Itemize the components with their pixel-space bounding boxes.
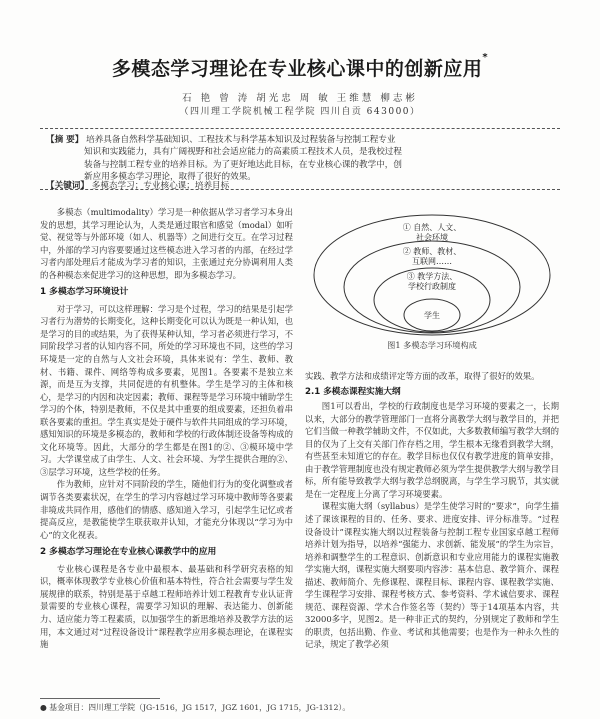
section-1-heading: 1 多模态学习环境设计 <box>40 287 129 298</box>
affiliation: （四川理工学院机械工程学院 四川自贡 643000） <box>179 107 421 117</box>
abstract-line-4: 新应用多模态学习理论，取得了很好的效果。 <box>84 172 256 183</box>
section-2-paragraph-1: 专业核心课程是各专业中最根本、最基础和科学研究表格的知识，概率体现教学专业核心价值和基本特性，符合社会需要与学生发展规律的联系，特别是基于卓越工程师培养计划工程教育专业认证背景需要的专业核心课程，需要学习知识的理解、表达能力、创新能力、适应能力等工程素质，以加强学生的新思维培养及教学方法的运用，本文通过对“过程设备设计”课程教学应用多模态理论，在课程实施 <box>40 563 293 650</box>
abstract-text-1: 培养具备自然科学基础知识、工程技术与科学基本知识及过程装备与控制工程专业 <box>86 135 396 145</box>
author-list: 石 艳 曾 涛 胡光忠 周 敏 王维慧 柳志彬 <box>182 93 418 104</box>
section-2-1-paragraph-1: 图1可以看出，学校的行政制度也是学习环境的要素之一，长期以来，大部分的教学管理部门一直将分离教学大纲与教学目的，并把它们当做一种教学辅助文件，不仅如此，大多数教师编写教学大纲的目的仅为了上交有关部门作存档之用，学生根本无缘看到教学大纲，有些甚至未知道它的存在。教学目标也仅仅有教学进度的简单安排，由于教学管理制度也没有规定教师必须为学生提供教学大纲与教学目标，所有能导致教学大纲与教学总纲脱离，与学生学习脱节，其实就是在一定程度上分离了学习环境要素。 <box>305 401 559 499</box>
abstract-line-2: 知识和实践能力，具有广阔视野和社会适应能力的高素质工程技术人员，是我校过程 <box>84 147 402 158</box>
keywords-text: 多模态学习；专业核心课；培养目标 <box>91 181 230 191</box>
section-1-paragraph-1: 对于学习，可以这样理解：学习是个过程，学习的结果是引起学习者行为潜势的长期变化，这种长期变化可以认为既是一种认知，也是学习的目的或结果，为了获得某种认知，学习者必须进行学习，不同阶段学习者的认知内容不同，所处的学习环境也不同，这些的学习环境是一定的自然与人文社会环境，具体来说有：学生、教师、教材、书籍、课件、网络等构成多要素，见图1。各要素不是独立来源，而是互为支撑，共同促进的有机整体。学生是学习的主体和核心，是学习的内因和决定因素；教师、课程等是学习环境中辅助学生学习的个体，特别是教师，不仅是其中重要的组成要素，还担负着串联各要素的重担。学生真实是处于硬件与软件共同组成的学习环境，感知知识的环境是多模态的，教师和学校的行政体制还设备等构成的文化环境等。因此，大部分的学生都是在图1的②、③模环境中学习。大学课堂成了由学生、人文、社会环境、为学生提供合理的②、③层学习环境，这些学校的任务。 <box>40 303 293 477</box>
nested-ellipses-diagram <box>305 212 559 337</box>
abstract-line-1 <box>46 134 551 146</box>
keywords-block <box>46 180 551 192</box>
right-column <box>305 370 559 651</box>
layer-3-label-a: ③ 教学方法、 <box>406 272 458 281</box>
paper-title-text: 多模态学习理论在专业核心课中的创新应用 <box>111 58 483 80</box>
section-2-1-paragraph-2: 课程实施大纲（syllabus）是学生使学习时的“要求”，向学生描述了课该课程的目的、任务、要求、进度安排、评分标准等。“过程设备设计”课程实施大纲以过程装备与控制工程专业国家卓越工程师培养计划为指导，以培养“强能力、求创新、能发展”的学生为宗旨，培养和调整学生的工程意识、创新意识和专业应用能力的课程实施教学实施大纲，课程实施大纲要项内容涉：基本信息、教学简介、课程描述、教师简介、先修课程、课程目标、课程内容、课程教学实施、学生课程学习安排、课程考核方式、参考资料、学术诚信要求、课程规范、课程资源、学术合作签名等（契约）等于14项基本内容，共32000多字，见图2。是一种非正式的契约，分别规定了教师和学生的职责，包括出勤、作业、考试和其他需要；也是作为一种永久性的记录，规定了教学必须 <box>305 501 559 650</box>
section-2-heading: 2 多模态学习理论在专业核心课教学中的应用 <box>40 547 217 558</box>
section-2-1-heading: 2.1 多模态课程实施大纲 <box>305 386 401 397</box>
figure-1-caption: 图1 多模态学习环境构成 <box>387 340 477 350</box>
layer-1-label-b: 社会环境 <box>416 233 448 242</box>
layer-1-label-a: ① 自然、人文、 <box>402 223 462 232</box>
section-1-paragraph-2: 作为教师，应针对不同阶段的学生，随他们行为的变化调整或者调节各类要素状况，在学生的学习内容越过学习环境中教师等各要素非境成共同作用，感他们的情感、感知道入学习，引起学生记忆或者提高反应，是教能使学生联获取并认知，才能充分体现以“学习为中心”的文化视表。 <box>40 479 293 540</box>
layer-2-label-b: 互联网…… <box>412 257 452 266</box>
abstract-line-3: 装备与控制工程专业的培养目标。为了更好地达此目标，在专业核心课的教学中，创 <box>84 159 402 170</box>
layer-2-label-a: ② 教师、教材、 <box>402 247 462 256</box>
layer-4-label: 学生 <box>424 311 440 320</box>
layer-3-label-b: 学校行政制度 <box>408 282 456 291</box>
title-footnote-mark: * <box>482 52 489 63</box>
keywords-label: 【关键词】 <box>46 181 89 191</box>
footnote-divider <box>40 698 160 699</box>
paper-title <box>0 54 600 81</box>
right-intro-paragraph: 实践、教学方法和成绩评定等方面的改革，取得了很好的效果。 <box>305 371 540 381</box>
footnote: ● 基金项目：四川理工学院（JG-1516，JG 1517，JGZ 1601，JG 1715，JG-1312）。 <box>40 703 351 712</box>
intro-paragraph: 多模态（multimodality）学习是一种依据从学习者学习本身出发的思想，其学习理论认为，人类是通过眼官和感觉（modal）如听觉、视觉等与外部环境（如人、机器等）之间进行交互。在学习过程中，外部的学习内容要要通过这些模态进入学习者的内部，在经过学习者内部处理后才能成为学习者的知识，主张通过充分协调利用人类的各种模态来促进学习的这种思想，即为多模态学习。 <box>40 207 293 280</box>
abstract-label: 【摘 要】 <box>46 135 84 145</box>
left-column <box>40 206 293 651</box>
abstract-block <box>46 134 551 184</box>
